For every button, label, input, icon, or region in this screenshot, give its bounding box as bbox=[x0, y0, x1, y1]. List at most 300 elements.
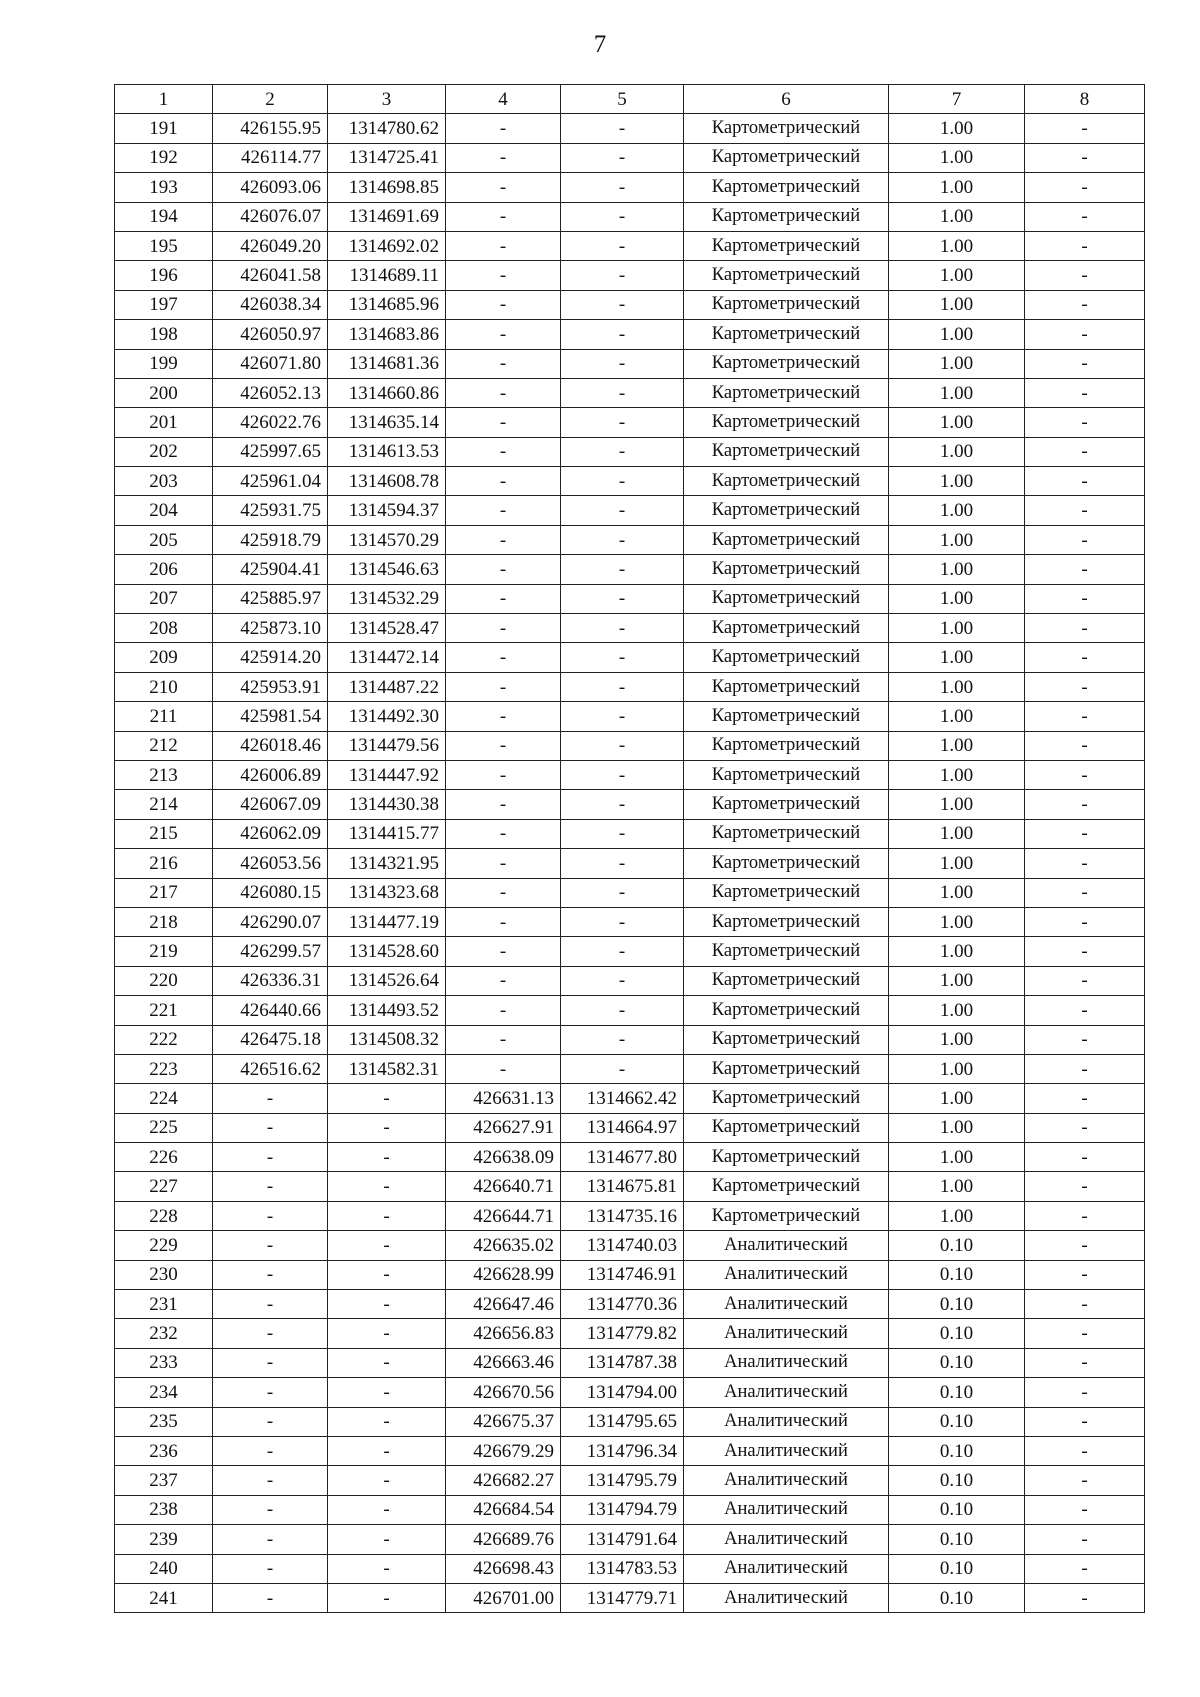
point-number-cell: 191 bbox=[115, 114, 213, 143]
method-cell: Аналитический bbox=[684, 1466, 889, 1495]
new-x-cell: - bbox=[446, 731, 561, 760]
existing-x-cell: 426114.77 bbox=[213, 143, 328, 172]
new-y-cell: - bbox=[561, 231, 684, 260]
method-cell: Картометрический bbox=[684, 408, 889, 437]
table-row bbox=[115, 584, 1145, 613]
table-row bbox=[115, 320, 1145, 349]
point-number-cell: 212 bbox=[115, 731, 213, 760]
existing-y-cell: - bbox=[328, 1378, 446, 1407]
accuracy-cell: 1.00 bbox=[889, 467, 1025, 496]
method-cell: Картометрический bbox=[684, 1113, 889, 1142]
existing-x-cell: 426475.18 bbox=[213, 1025, 328, 1054]
existing-y-cell: - bbox=[328, 1436, 446, 1465]
description-cell: - bbox=[1025, 1436, 1145, 1465]
point-number-cell: 220 bbox=[115, 966, 213, 995]
method-cell: Аналитический bbox=[684, 1407, 889, 1436]
table-row bbox=[115, 760, 1145, 789]
new-y-cell: - bbox=[561, 437, 684, 466]
new-y-cell: - bbox=[561, 878, 684, 907]
new-y-cell: - bbox=[561, 408, 684, 437]
new-y-cell: 1314677.80 bbox=[561, 1143, 684, 1172]
new-y-cell: - bbox=[561, 114, 684, 143]
point-number-cell: 239 bbox=[115, 1525, 213, 1554]
new-x-cell: 426675.37 bbox=[446, 1407, 561, 1436]
new-x-cell: 426635.02 bbox=[446, 1231, 561, 1260]
new-x-cell: - bbox=[446, 320, 561, 349]
existing-x-cell: - bbox=[213, 1436, 328, 1465]
new-x-cell: - bbox=[446, 202, 561, 231]
point-number-cell: 222 bbox=[115, 1025, 213, 1054]
method-cell: Картометрический bbox=[684, 996, 889, 1025]
table-row bbox=[115, 702, 1145, 731]
new-y-cell: - bbox=[561, 966, 684, 995]
existing-x-cell: 426093.06 bbox=[213, 173, 328, 202]
description-cell: - bbox=[1025, 1466, 1145, 1495]
table-row bbox=[115, 1407, 1145, 1436]
new-x-cell: - bbox=[446, 672, 561, 701]
accuracy-cell: 0.10 bbox=[889, 1495, 1025, 1524]
table-row bbox=[115, 1025, 1145, 1054]
new-x-cell: 426631.13 bbox=[446, 1084, 561, 1113]
description-cell: - bbox=[1025, 1143, 1145, 1172]
existing-y-cell: - bbox=[328, 1319, 446, 1348]
point-number-cell: 199 bbox=[115, 349, 213, 378]
description-cell: - bbox=[1025, 1407, 1145, 1436]
accuracy-cell: 1.00 bbox=[889, 1025, 1025, 1054]
existing-x-cell: 426440.66 bbox=[213, 996, 328, 1025]
new-y-cell: - bbox=[561, 555, 684, 584]
accuracy-cell: 1.00 bbox=[889, 643, 1025, 672]
existing-y-cell: 1314492.30 bbox=[328, 702, 446, 731]
method-cell: Картометрический bbox=[684, 114, 889, 143]
new-x-cell: 426647.46 bbox=[446, 1290, 561, 1319]
new-y-cell: 1314740.03 bbox=[561, 1231, 684, 1260]
point-number-cell: 196 bbox=[115, 261, 213, 290]
new-x-cell: 426684.54 bbox=[446, 1495, 561, 1524]
method-cell: Картометрический bbox=[684, 1054, 889, 1083]
new-x-cell: 426627.91 bbox=[446, 1113, 561, 1142]
description-cell: - bbox=[1025, 467, 1145, 496]
accuracy-cell: 1.00 bbox=[889, 143, 1025, 172]
table-row bbox=[115, 1525, 1145, 1554]
method-cell: Картометрический bbox=[684, 1172, 889, 1201]
table-row bbox=[115, 290, 1145, 319]
new-y-cell: 1314796.34 bbox=[561, 1436, 684, 1465]
table-row bbox=[115, 555, 1145, 584]
existing-y-cell: 1314698.85 bbox=[328, 173, 446, 202]
method-cell: Картометрический bbox=[684, 1084, 889, 1113]
new-x-cell: 426682.27 bbox=[446, 1466, 561, 1495]
new-y-cell: - bbox=[561, 790, 684, 819]
description-cell: - bbox=[1025, 584, 1145, 613]
existing-y-cell: 1314660.86 bbox=[328, 378, 446, 407]
point-number-cell: 225 bbox=[115, 1113, 213, 1142]
description-cell: - bbox=[1025, 143, 1145, 172]
table-header bbox=[115, 85, 1145, 114]
existing-x-cell: 426049.20 bbox=[213, 231, 328, 260]
new-y-cell: 1314770.36 bbox=[561, 1290, 684, 1319]
new-x-cell: - bbox=[446, 996, 561, 1025]
new-x-cell: - bbox=[446, 819, 561, 848]
new-x-cell: - bbox=[446, 849, 561, 878]
accuracy-cell: 1.00 bbox=[889, 525, 1025, 554]
method-cell: Картометрический bbox=[684, 614, 889, 643]
description-cell: - bbox=[1025, 1554, 1145, 1583]
table-row bbox=[115, 378, 1145, 407]
method-cell: Картометрический bbox=[684, 907, 889, 936]
point-number-cell: 233 bbox=[115, 1348, 213, 1377]
point-number-cell: 214 bbox=[115, 790, 213, 819]
new-x-cell: 426628.99 bbox=[446, 1260, 561, 1289]
new-x-cell: 426701.00 bbox=[446, 1583, 561, 1612]
existing-x-cell: - bbox=[213, 1554, 328, 1583]
method-cell: Картометрический bbox=[684, 202, 889, 231]
table-row bbox=[115, 437, 1145, 466]
accuracy-cell: 1.00 bbox=[889, 555, 1025, 584]
new-x-cell: 426679.29 bbox=[446, 1436, 561, 1465]
description-cell: - bbox=[1025, 1231, 1145, 1260]
method-cell: Картометрический bbox=[684, 467, 889, 496]
existing-y-cell: 1314493.52 bbox=[328, 996, 446, 1025]
new-x-cell: - bbox=[446, 614, 561, 643]
existing-y-cell: 1314528.60 bbox=[328, 937, 446, 966]
accuracy-cell: 1.00 bbox=[889, 1113, 1025, 1142]
point-number-cell: 198 bbox=[115, 320, 213, 349]
method-cell: Картометрический bbox=[684, 143, 889, 172]
existing-x-cell: 426155.95 bbox=[213, 114, 328, 143]
point-number-cell: 217 bbox=[115, 878, 213, 907]
existing-x-cell: 426076.07 bbox=[213, 202, 328, 231]
method-cell: Картометрический bbox=[684, 320, 889, 349]
description-cell: - bbox=[1025, 614, 1145, 643]
column-header-5: 5 bbox=[561, 85, 684, 114]
accuracy-cell: 1.00 bbox=[889, 966, 1025, 995]
existing-y-cell: 1314430.38 bbox=[328, 790, 446, 819]
new-x-cell: - bbox=[446, 231, 561, 260]
new-y-cell: - bbox=[561, 614, 684, 643]
description-cell: - bbox=[1025, 878, 1145, 907]
existing-y-cell: - bbox=[328, 1143, 446, 1172]
new-x-cell: - bbox=[446, 760, 561, 789]
existing-y-cell: - bbox=[328, 1231, 446, 1260]
new-y-cell: - bbox=[561, 349, 684, 378]
existing-y-cell: 1314692.02 bbox=[328, 231, 446, 260]
existing-x-cell: 426516.62 bbox=[213, 1054, 328, 1083]
new-x-cell: - bbox=[446, 555, 561, 584]
existing-x-cell: - bbox=[213, 1143, 328, 1172]
new-y-cell: - bbox=[561, 202, 684, 231]
table-row bbox=[115, 1113, 1145, 1142]
new-x-cell: - bbox=[446, 878, 561, 907]
existing-y-cell: 1314508.32 bbox=[328, 1025, 446, 1054]
point-number-cell: 236 bbox=[115, 1436, 213, 1465]
existing-x-cell: 426050.97 bbox=[213, 320, 328, 349]
existing-x-cell: - bbox=[213, 1084, 328, 1113]
table-row bbox=[115, 1084, 1145, 1113]
table-row bbox=[115, 849, 1145, 878]
method-cell: Аналитический bbox=[684, 1290, 889, 1319]
existing-y-cell: 1314528.47 bbox=[328, 614, 446, 643]
accuracy-cell: 0.10 bbox=[889, 1525, 1025, 1554]
description-cell: - bbox=[1025, 408, 1145, 437]
method-cell: Картометрический bbox=[684, 819, 889, 848]
table-row bbox=[115, 937, 1145, 966]
description-cell: - bbox=[1025, 672, 1145, 701]
new-y-cell: 1314662.42 bbox=[561, 1084, 684, 1113]
existing-x-cell: 425873.10 bbox=[213, 614, 328, 643]
new-y-cell: 1314783.53 bbox=[561, 1554, 684, 1583]
description-cell: - bbox=[1025, 202, 1145, 231]
new-x-cell: - bbox=[446, 467, 561, 496]
existing-x-cell: 426018.46 bbox=[213, 731, 328, 760]
point-number-cell: 213 bbox=[115, 760, 213, 789]
existing-y-cell: 1314472.14 bbox=[328, 643, 446, 672]
existing-y-cell: 1314582.31 bbox=[328, 1054, 446, 1083]
description-cell: - bbox=[1025, 760, 1145, 789]
accuracy-cell: 0.10 bbox=[889, 1554, 1025, 1583]
method-cell: Аналитический bbox=[684, 1436, 889, 1465]
new-x-cell: - bbox=[446, 584, 561, 613]
description-cell: - bbox=[1025, 1084, 1145, 1113]
point-number-cell: 200 bbox=[115, 378, 213, 407]
table-row bbox=[115, 408, 1145, 437]
table-row bbox=[115, 143, 1145, 172]
existing-x-cell: - bbox=[213, 1113, 328, 1142]
existing-y-cell: 1314725.41 bbox=[328, 143, 446, 172]
table-row bbox=[115, 349, 1145, 378]
existing-x-cell: 425953.91 bbox=[213, 672, 328, 701]
accuracy-cell: 1.00 bbox=[889, 378, 1025, 407]
existing-x-cell: - bbox=[213, 1231, 328, 1260]
point-number-cell: 226 bbox=[115, 1143, 213, 1172]
method-cell: Картометрический bbox=[684, 1143, 889, 1172]
existing-y-cell: - bbox=[328, 1583, 446, 1612]
column-header-7: 7 bbox=[889, 85, 1025, 114]
description-cell: - bbox=[1025, 1495, 1145, 1524]
method-cell: Картометрический bbox=[684, 760, 889, 789]
existing-y-cell: - bbox=[328, 1348, 446, 1377]
new-y-cell: 1314735.16 bbox=[561, 1201, 684, 1230]
existing-x-cell: - bbox=[213, 1201, 328, 1230]
existing-x-cell: 425997.65 bbox=[213, 437, 328, 466]
existing-x-cell: 426006.89 bbox=[213, 760, 328, 789]
new-y-cell: 1314675.81 bbox=[561, 1172, 684, 1201]
new-y-cell: 1314746.91 bbox=[561, 1260, 684, 1289]
point-number-cell: 209 bbox=[115, 643, 213, 672]
new-x-cell: - bbox=[446, 966, 561, 995]
existing-x-cell: - bbox=[213, 1319, 328, 1348]
point-number-cell: 221 bbox=[115, 996, 213, 1025]
existing-y-cell: 1314321.95 bbox=[328, 849, 446, 878]
table-row bbox=[115, 114, 1145, 143]
method-cell: Аналитический bbox=[684, 1231, 889, 1260]
existing-x-cell: 425914.20 bbox=[213, 643, 328, 672]
existing-y-cell: - bbox=[328, 1554, 446, 1583]
existing-x-cell: 425961.04 bbox=[213, 467, 328, 496]
existing-x-cell: 426299.57 bbox=[213, 937, 328, 966]
table-row bbox=[115, 1378, 1145, 1407]
point-number-cell: 230 bbox=[115, 1260, 213, 1289]
existing-y-cell: - bbox=[328, 1407, 446, 1436]
new-x-cell: - bbox=[446, 290, 561, 319]
accuracy-cell: 0.10 bbox=[889, 1348, 1025, 1377]
point-number-cell: 192 bbox=[115, 143, 213, 172]
table-row bbox=[115, 1172, 1145, 1201]
point-number-cell: 219 bbox=[115, 937, 213, 966]
accuracy-cell: 0.10 bbox=[889, 1319, 1025, 1348]
accuracy-cell: 1.00 bbox=[889, 1143, 1025, 1172]
method-cell: Аналитический bbox=[684, 1495, 889, 1524]
accuracy-cell: 1.00 bbox=[889, 1201, 1025, 1230]
existing-y-cell: - bbox=[328, 1495, 446, 1524]
table-row bbox=[115, 1583, 1145, 1612]
point-number-cell: 224 bbox=[115, 1084, 213, 1113]
existing-y-cell: - bbox=[328, 1201, 446, 1230]
accuracy-cell: 1.00 bbox=[889, 261, 1025, 290]
method-cell: Картометрический bbox=[684, 643, 889, 672]
description-cell: - bbox=[1025, 349, 1145, 378]
description-cell: - bbox=[1025, 731, 1145, 760]
existing-y-cell: - bbox=[328, 1466, 446, 1495]
new-x-cell: - bbox=[446, 114, 561, 143]
description-cell: - bbox=[1025, 320, 1145, 349]
column-header-6: 6 bbox=[684, 85, 889, 114]
existing-y-cell: - bbox=[328, 1113, 446, 1142]
description-cell: - bbox=[1025, 937, 1145, 966]
point-number-cell: 204 bbox=[115, 496, 213, 525]
existing-y-cell: 1314594.37 bbox=[328, 496, 446, 525]
new-y-cell: - bbox=[561, 261, 684, 290]
new-y-cell: - bbox=[561, 525, 684, 554]
table-row bbox=[115, 261, 1145, 290]
point-number-cell: 197 bbox=[115, 290, 213, 319]
point-number-cell: 232 bbox=[115, 1319, 213, 1348]
new-x-cell: - bbox=[446, 173, 561, 202]
column-header-8: 8 bbox=[1025, 85, 1145, 114]
accuracy-cell: 1.00 bbox=[889, 202, 1025, 231]
new-y-cell: - bbox=[561, 143, 684, 172]
description-cell: - bbox=[1025, 1525, 1145, 1554]
method-cell: Картометрический bbox=[684, 966, 889, 995]
point-number-cell: 207 bbox=[115, 584, 213, 613]
new-y-cell: - bbox=[561, 702, 684, 731]
new-x-cell: - bbox=[446, 1025, 561, 1054]
existing-y-cell: 1314447.92 bbox=[328, 760, 446, 789]
new-y-cell: - bbox=[561, 467, 684, 496]
existing-y-cell: 1314487.22 bbox=[328, 672, 446, 701]
existing-x-cell: 425904.41 bbox=[213, 555, 328, 584]
table-row bbox=[115, 1348, 1145, 1377]
point-number-cell: 238 bbox=[115, 1495, 213, 1524]
accuracy-cell: 1.00 bbox=[889, 937, 1025, 966]
existing-x-cell: - bbox=[213, 1290, 328, 1319]
table-row bbox=[115, 525, 1145, 554]
existing-y-cell: 1314479.56 bbox=[328, 731, 446, 760]
coordinates-table bbox=[114, 84, 1145, 1613]
method-cell: Картометрический bbox=[684, 790, 889, 819]
existing-x-cell: - bbox=[213, 1525, 328, 1554]
new-x-cell: - bbox=[446, 437, 561, 466]
description-cell: - bbox=[1025, 819, 1145, 848]
point-number-cell: 195 bbox=[115, 231, 213, 260]
existing-x-cell: 426041.58 bbox=[213, 261, 328, 290]
point-number-cell: 210 bbox=[115, 672, 213, 701]
existing-y-cell: 1314415.77 bbox=[328, 819, 446, 848]
existing-x-cell: 426071.80 bbox=[213, 349, 328, 378]
method-cell: Аналитический bbox=[684, 1260, 889, 1289]
point-number-cell: 194 bbox=[115, 202, 213, 231]
new-x-cell: - bbox=[446, 525, 561, 554]
table-row bbox=[115, 878, 1145, 907]
new-x-cell: - bbox=[446, 1054, 561, 1083]
point-number-cell: 218 bbox=[115, 907, 213, 936]
new-y-cell: - bbox=[561, 1054, 684, 1083]
new-y-cell: - bbox=[561, 907, 684, 936]
point-number-cell: 203 bbox=[115, 467, 213, 496]
new-y-cell: - bbox=[561, 760, 684, 789]
existing-y-cell: 1314780.62 bbox=[328, 114, 446, 143]
description-cell: - bbox=[1025, 702, 1145, 731]
description-cell: - bbox=[1025, 231, 1145, 260]
description-cell: - bbox=[1025, 261, 1145, 290]
method-cell: Картометрический bbox=[684, 231, 889, 260]
accuracy-cell: 0.10 bbox=[889, 1583, 1025, 1612]
method-cell: Аналитический bbox=[684, 1525, 889, 1554]
new-x-cell: 426663.46 bbox=[446, 1348, 561, 1377]
table-row bbox=[115, 1554, 1145, 1583]
new-y-cell: - bbox=[561, 849, 684, 878]
description-cell: - bbox=[1025, 525, 1145, 554]
description-cell: - bbox=[1025, 1172, 1145, 1201]
existing-x-cell: - bbox=[213, 1260, 328, 1289]
new-y-cell: - bbox=[561, 731, 684, 760]
new-y-cell: 1314794.79 bbox=[561, 1495, 684, 1524]
new-y-cell: 1314787.38 bbox=[561, 1348, 684, 1377]
table-row bbox=[115, 907, 1145, 936]
existing-y-cell: - bbox=[328, 1525, 446, 1554]
table-row bbox=[115, 643, 1145, 672]
existing-x-cell: 426080.15 bbox=[213, 878, 328, 907]
new-y-cell: 1314779.71 bbox=[561, 1583, 684, 1612]
table-row bbox=[115, 496, 1145, 525]
existing-y-cell: 1314532.29 bbox=[328, 584, 446, 613]
table-row bbox=[115, 231, 1145, 260]
accuracy-cell: 1.00 bbox=[889, 290, 1025, 319]
existing-y-cell: - bbox=[328, 1290, 446, 1319]
accuracy-cell: 1.00 bbox=[889, 1054, 1025, 1083]
accuracy-cell: 0.10 bbox=[889, 1466, 1025, 1495]
column-header-3: 3 bbox=[328, 85, 446, 114]
point-number-cell: 229 bbox=[115, 1231, 213, 1260]
method-cell: Картометрический bbox=[684, 437, 889, 466]
accuracy-cell: 0.10 bbox=[889, 1378, 1025, 1407]
new-y-cell: - bbox=[561, 937, 684, 966]
table-body bbox=[115, 114, 1145, 1613]
method-cell: Картометрический bbox=[684, 878, 889, 907]
new-x-cell: - bbox=[446, 378, 561, 407]
table-row bbox=[115, 819, 1145, 848]
accuracy-cell: 1.00 bbox=[889, 231, 1025, 260]
accuracy-cell: 1.00 bbox=[889, 584, 1025, 613]
existing-x-cell: 426052.13 bbox=[213, 378, 328, 407]
description-cell: - bbox=[1025, 849, 1145, 878]
accuracy-cell: 1.00 bbox=[889, 790, 1025, 819]
accuracy-cell: 1.00 bbox=[889, 819, 1025, 848]
table-row bbox=[115, 1054, 1145, 1083]
method-cell: Картометрический bbox=[684, 525, 889, 554]
method-cell: Аналитический bbox=[684, 1319, 889, 1348]
table-row bbox=[115, 1290, 1145, 1319]
